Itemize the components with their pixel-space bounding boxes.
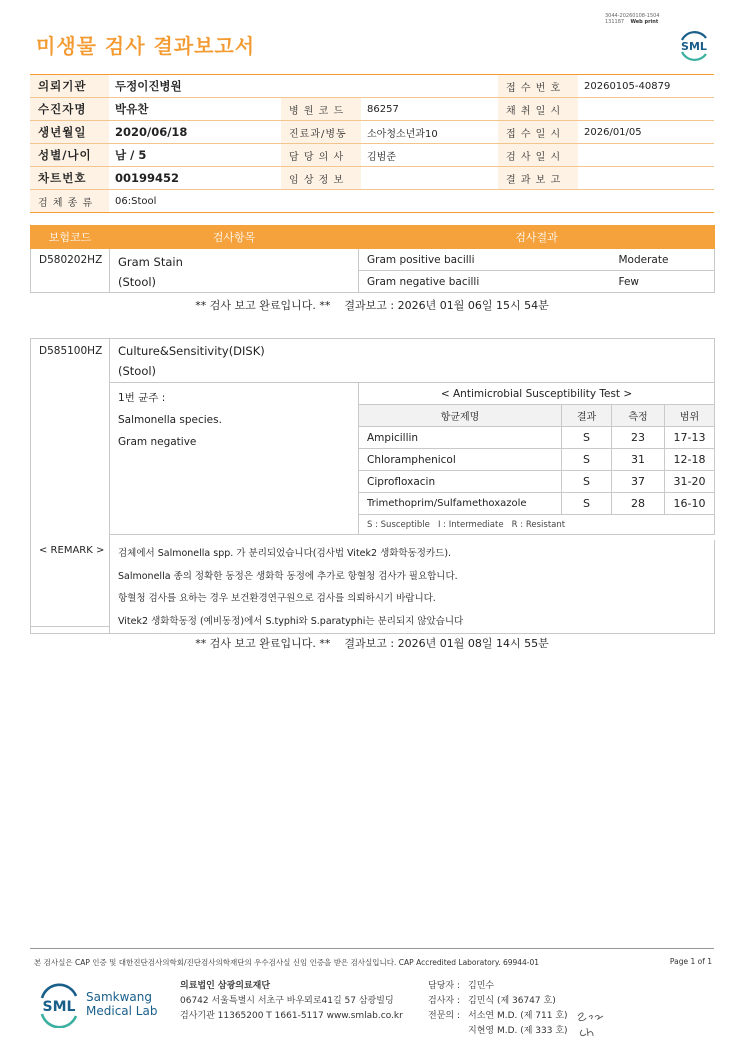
staff-name: 서소연 M.D. (제 711 호) (468, 1011, 568, 1021)
ast-header-result: 결과 (562, 405, 612, 427)
value-test-date (578, 144, 714, 167)
table-row (31, 383, 715, 405)
label-requester: 의뢰기관 (30, 75, 109, 98)
info-row (30, 190, 714, 213)
ast-legend: S : Susceptible I : Intermediate R : Resistant (359, 515, 715, 535)
table-row (31, 540, 715, 634)
test1-result-value-1: Moderate (611, 249, 715, 271)
test1-item (110, 249, 359, 293)
label-hospital-code: 병 원 코 드 (281, 98, 361, 121)
result-header-row (31, 226, 715, 249)
lab-name-line1: Samkwang (86, 990, 152, 1004)
label-specimen-type: 검 체 종 류 (30, 190, 109, 213)
ast-drug: Chloramphenicol (359, 449, 562, 471)
value-hospital-code: 86257 (361, 98, 498, 121)
label-clinical-info: 임 상 정 보 (281, 167, 361, 190)
value-sex-age: 남 / 5 (109, 144, 281, 167)
lab-name (86, 990, 157, 1018)
test2-report-time: 결과보고 : 2026년 01월 08일 14시 55분 (344, 637, 549, 650)
info-row (30, 167, 714, 190)
header-test-item: 검사항목 (110, 226, 359, 249)
lab-name-line2: Medical Lab (86, 1004, 158, 1018)
ast-drug: Trimethoprim/Sulfamethoxazole (359, 493, 562, 515)
header-insurance-code: 보험코드 (31, 226, 110, 249)
label-collection-date: 채 취 일 시 (498, 98, 578, 121)
test1-report-time: 결과보고 : 2026년 01월 06일 15시 54분 (344, 299, 549, 312)
label-received-date: 접 수 일 시 (498, 121, 578, 144)
label-birthdate: 생년월일 (30, 121, 109, 144)
ast-range: 17-13 (665, 427, 715, 449)
report-title: 미생물 검사 결과보고서 (36, 34, 256, 58)
staff-name: 김민수 (468, 981, 495, 991)
lab-contact: 검사기관 11365200 T 1661-5117 www.smlab.co.kr (180, 1011, 403, 1021)
page-number: Page 1 of 1 (669, 957, 712, 966)
ast-header-range: 범위 (665, 405, 715, 427)
organism-gram: Gram negative (118, 436, 197, 448)
patient-info (30, 74, 714, 213)
table-row (31, 249, 715, 271)
value-received-date: 2026/01/05 (578, 121, 714, 144)
print-code-line1: 3044-20260108-1504 (605, 13, 660, 19)
ast-header-drug: 항균제명 (359, 405, 562, 427)
logo-text: SML (681, 40, 707, 53)
ast-measure: 28 (612, 493, 665, 515)
staff-role: 전문의 : (428, 1011, 460, 1021)
test1-result-name-2: Gram negative bacilli (359, 271, 611, 293)
ast-drug: Ciprofloxacin (359, 471, 562, 493)
test2-item (110, 339, 715, 383)
lab-address: 06742 서울특별시 서초구 바우뫼로41길 57 삼광빌딩 (180, 996, 394, 1006)
staff-row (428, 979, 568, 994)
lab-info (180, 979, 403, 1024)
label-result-report: 결 과 보 고 (498, 167, 578, 190)
remark-line: 검체에서 Salmonella spp. 가 분리되었습니다(검사법 Vitek2 생화학동정카드). (118, 548, 452, 559)
remark-content (110, 540, 715, 634)
label-sex-age: 성별/나이 (30, 144, 109, 167)
ast-result: S (562, 471, 612, 493)
value-physician: 김범준 (361, 144, 498, 167)
ast-drug: Ampicillin (359, 427, 562, 449)
staff-role: 검사자 : (428, 996, 460, 1006)
table-row (31, 339, 715, 383)
organism-name: Salmonella species. (118, 414, 222, 426)
staff-row (428, 994, 568, 1009)
info-row (30, 121, 714, 144)
sml-logo-icon (676, 27, 712, 63)
value-result-report (578, 167, 714, 190)
remark-line: 항혈청 검사를 요하는 경우 보건환경연구원으로 검사를 의뢰하시기 바랍니다. (118, 593, 436, 604)
ast-result: S (562, 449, 612, 471)
value-specimen-type: 06:Stool (109, 190, 714, 213)
value-chart-no: 00199452 (109, 167, 281, 190)
ast-measure: 23 (612, 427, 665, 449)
staff-row (428, 1009, 568, 1024)
footer-divider (30, 948, 714, 949)
ast-header-measure: 측정 (612, 405, 665, 427)
ast-title: < Antimicrobial Susceptibility Test > (359, 383, 715, 405)
ast-measure: 31 (612, 449, 665, 471)
test2-completion (0, 635, 744, 651)
label-physician: 담 당 의 사 (281, 144, 361, 167)
lab-org: 의료법인 삼광의료재단 (180, 981, 271, 991)
print-code-line2 (605, 19, 695, 25)
test1-completion (0, 297, 744, 313)
organism-label: 1번 균주 : (118, 392, 166, 404)
value-requester: 두정이진병원 (109, 75, 498, 98)
test2-code: D585100HZ (31, 339, 110, 627)
print-code-number: 131187 (605, 19, 625, 25)
test2-specimen: (Stool) (118, 363, 157, 378)
test1-code: D580202HZ (31, 249, 110, 293)
ast-range: 31-20 (665, 471, 715, 493)
label-department: 진료과/병동 (281, 121, 361, 144)
signature-icon (574, 1008, 610, 1040)
ast-range: 16-10 (665, 493, 715, 515)
remark-table (30, 540, 715, 634)
staff-role: 담당자 : (428, 981, 460, 991)
staff-list (428, 979, 568, 1039)
remark-line: Salmonella 종의 정확한 동정은 생화학 동정에 추가로 항혈청 검사가 필요합니다. (118, 570, 458, 582)
label-chart-no: 차트번호 (30, 167, 109, 190)
test1-specimen: (Stool) (118, 275, 157, 289)
gram-stain-table (30, 225, 715, 293)
test1-done-text: ** 검사 보고 완료입니다. ** (195, 299, 331, 312)
value-collection-date (578, 98, 714, 121)
test2-name: Culture&Sensitivity(DISK) (118, 343, 265, 358)
ast-range: 12-18 (665, 449, 715, 471)
staff-name: 김민식 (제 36747 호) (468, 996, 556, 1006)
test1-result-value-2: Few (611, 271, 715, 293)
web-print-label: Web print (630, 19, 659, 25)
footer-certification: 본 검사실은 CAP 인증 및 대한진단검사의학회/진단검사의학재단의 우수검사실 신임 인증을 받은 검사실입니다. CAP Accredited Laboratory. 69944-01 (34, 958, 540, 967)
footer-logo-text: SML (42, 999, 76, 1015)
info-row (30, 98, 714, 121)
label-accession-no: 접 수 번 호 (498, 75, 578, 98)
info-row (30, 144, 714, 167)
remark-line: Vitek2 생화학동정 (예비동정)에서 S.typhi와 S.paratyphi는 분리되지 않았습니다 (118, 615, 464, 627)
staff-name: 지현영 M.D. (제 333 호) (468, 1026, 568, 1036)
ast-result: S (562, 427, 612, 449)
sml-footer-logo-icon (36, 982, 82, 1028)
test1-name: Gram Stain (118, 255, 183, 269)
remark-label: < REMARK > (31, 540, 110, 634)
organism-cell (110, 383, 359, 535)
value-department: 소아청소년과10 (361, 121, 498, 144)
print-code (605, 13, 695, 25)
value-patient-name: 박유찬 (109, 98, 281, 121)
ast-result: S (562, 493, 612, 515)
ast-measure: 37 (612, 471, 665, 493)
value-clinical-info (361, 167, 498, 190)
label-test-date: 검 사 일 시 (498, 144, 578, 167)
label-patient-name: 수진자명 (30, 98, 109, 121)
header-test-result: 검사결과 (359, 226, 715, 249)
test2-done-text: ** 검사 보고 완료입니다. ** (195, 637, 331, 650)
info-row (30, 75, 714, 98)
staff-row (428, 1024, 568, 1039)
value-birthdate: 2020/06/18 (109, 121, 281, 144)
value-accession-no: 20260105-40879 (578, 75, 714, 98)
test1-result-name-1: Gram positive bacilli (359, 249, 611, 271)
